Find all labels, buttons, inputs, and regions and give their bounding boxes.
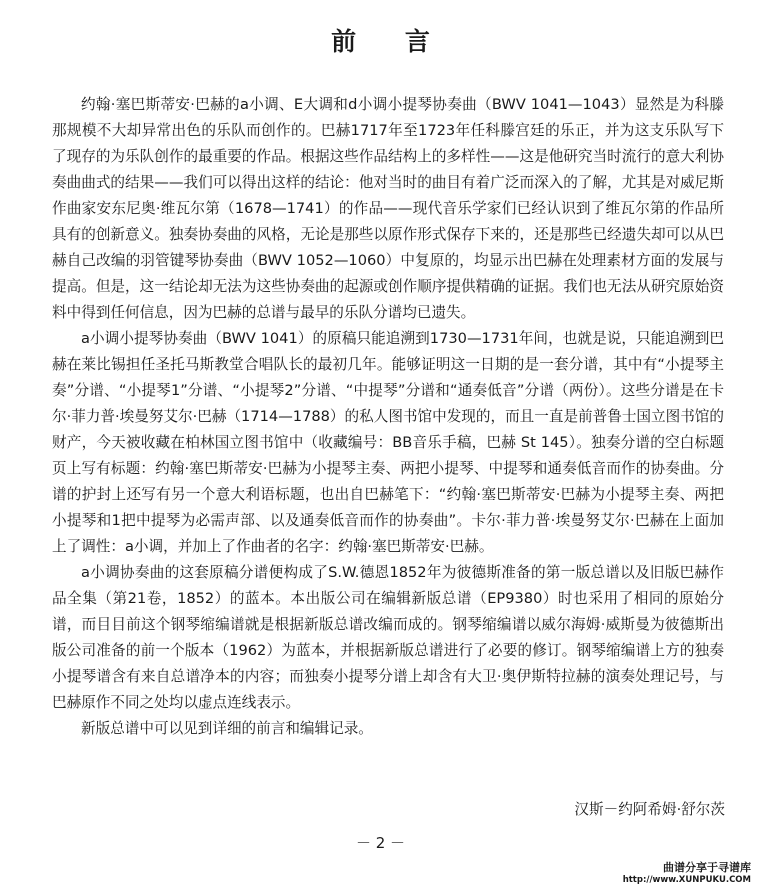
paragraph-3: a小调协奏曲的这套原稿分谱便构成了S.W.德恩1852年为彼德斯准备的第一版总谱以及旧版巴赫作品全集（第21卷，1852）的蓝本。本出版公司在编辑新版总谱（EP9380）时也采用了相同的原始分谱，而目目前这个钢琴缩编谱就是根据新版总谱改编而成的。钢琴缩编谱以威尔海姆·威斯曼为彼德斯出版公司准备的前一个版本（1962）为蓝本，并根据新版总谱进行了必要的修订。钢琴缩编谱上方的独奏小提琴谱含有来自总谱净本的内容；而独奏小提琴分谱上却含有大卫·奥伊斯特拉赫的演奏处理记号，与巴赫原作不同之处均以虚点连线表示。	[52, 564, 724, 711]
page-title: 前 言	[331, 27, 450, 56]
paragraph-4: 新版总谱中可以见到详细的前言和编辑记录。	[81, 720, 373, 737]
preface-body	[52, 92, 724, 742]
author-signature: 汉斯－约阿希姆·舒尔茨	[574, 801, 725, 818]
watermark	[623, 862, 751, 886]
paragraph-1: 约翰·塞巴斯蒂安·巴赫的a小调、E大调和d小调小提琴协奏曲（BWV 1041—1043）显然是为科滕那规模不大却异常出色的乐队而创作的。巴赫1717年至1723年任科滕宫廷的乐正，并为这支乐队写下了现存的为乐队创作的最重要的作品。根据这些作品结构上的多样性——这是他研究当时流行的意大利协奏曲曲式的结果——我们可以得出这样的结论：他对当时的曲目有着广泛而深入的了解，尤其是对威尼斯作曲家安东尼奥·维瓦尔第（1678—1741）的作品——现代音乐学家们已经认识到了维瓦尔第的作品所具有的创新意义。独奏协奏曲的风格，无论是那些以原作形式保存下来的，还是那些已经遗失却可以从巴赫自己改编的羽管键琴协奏曲（BWV 1052—1060）中复原的，均显示出巴赫在处理素材方面的发展与提高。但是，这一结论却无法为这些协奏曲的起源或创作顺序提供精确的证据。我们也无法从研究原始资料中得到任何信息，因为巴赫的总谱与最早的乐队分谱均已遗失。	[52, 96, 724, 321]
page-number: － 2 －	[355, 834, 406, 852]
paragraph-2: a小调小提琴协奏曲（BWV 1041）的原稿只能追溯到1730—1731年间，也就是说，只能追溯到巴赫在莱比锡担任圣托马斯教堂合唱队长的最初几年。能够证明这一日期的是一套分谱，其中有“小提琴主奏”分谱、“小提琴1”分谱、“小提琴2”分谱、“中提琴”分谱和“通奏低音”分谱（两份）。这些分谱是在卡尔·菲力普·埃曼努艾尔·巴赫（1714—1788）的私人图书馆中发现的，而且一直是前普鲁士国立图书馆的财产，今天被收藏在柏林国立图书馆中（收藏编号：BB音乐手稿，巴赫 St 145）。独奏分谱的空白标题页上写有标题：约翰·塞巴斯蒂安·巴赫为小提琴主奏、两把小提琴、中提琴和通奏低音而作的协奏曲。分谱的护封上还写有另一个意大利语标题，也出自巴赫笔下：“约翰·塞巴斯蒂安·巴赫为小提琴主奏、两把小提琴和1把中提琴为必需声部、以及通奏低音而作的协奏曲”。卡尔·菲力普·埃曼努艾尔·巴赫在上面加上了调性：a小调，并加上了作曲者的名字：约翰·塞巴斯蒂安·巴赫。	[52, 330, 724, 555]
watermark-text: 曲谱分享于寻谱库	[663, 861, 751, 874]
watermark-url: http://www.XUNPUKU.COM	[622, 875, 751, 885]
